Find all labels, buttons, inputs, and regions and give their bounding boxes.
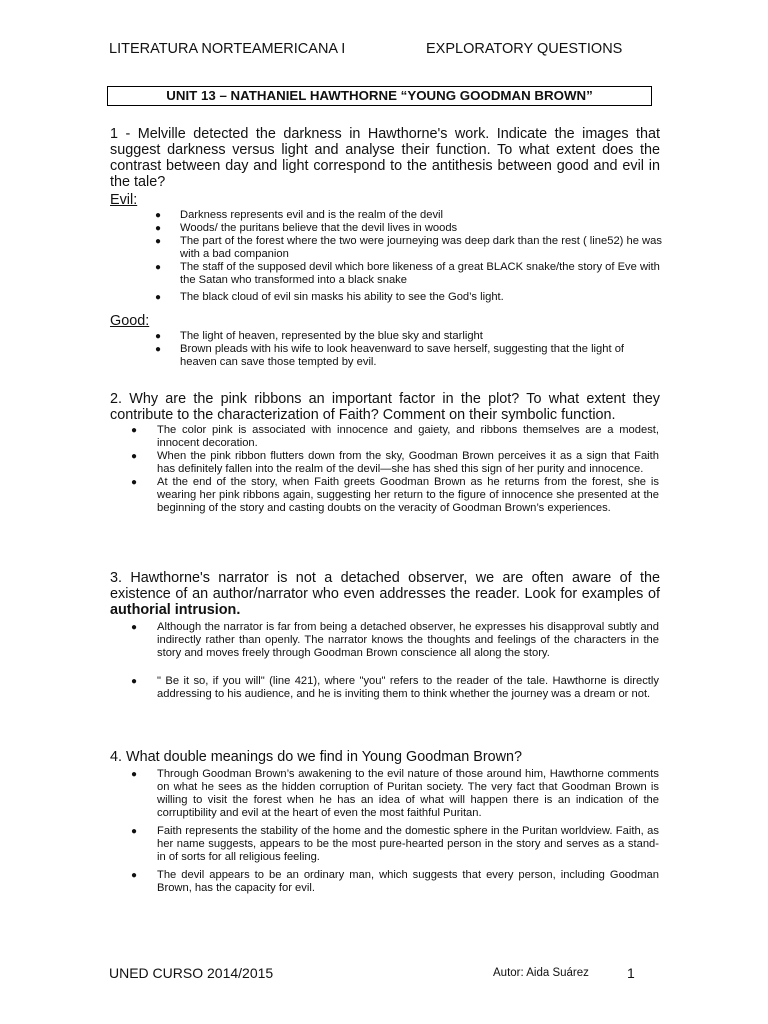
- list-item: ● The part of the forest where the two were journeying was deep dark than the rest ( line52) he was with a bad companion: [155, 235, 662, 260]
- list-item: ● Faith represents the stability of the home and the domestic sphere in the Puritan worldview. Faith, as her name suggests, appears to be the most pure-hearted person in the story and serves as a stand-in of sorts for all religious feeling.: [131, 825, 659, 863]
- list-item: ● The staff of the supposed devil which bore likeness of a great BLACK snake/the story of Eve with the Satan who transformed into a black snake: [155, 261, 660, 286]
- list-item: ● The black cloud of evil sin masks his ability to see the God’s light.: [155, 291, 504, 303]
- good-label: Good:: [110, 313, 150, 329]
- list-item: ● " Be it so, if you will" (line 421), where "you" refers to the reader of the tale. Hawthorne is directly addressing to his audience, and he is inviting them to think whether the journey was a dream or not.: [131, 675, 659, 700]
- list-item: ● Brown pleads with his wife to look heavenward to save herself, suggesting that the light of heaven can save those tempted by evil.: [155, 343, 625, 368]
- list-item: ● When the pink ribbon flutters down from the sky, Goodman Brown perceives it as a sign that Faith has definitely fallen into the realm of the devil—she has shed this sign of her purity and innocence.: [131, 450, 659, 475]
- question-4: 4. What double meanings do we find in Young Goodman Brown?: [110, 749, 523, 765]
- evil-label: Evil:: [110, 192, 138, 208]
- header-right: EXPLORATORY QUESTIONS: [426, 41, 623, 57]
- list-item: ● At the end of the story, when Faith greets Goodman Brown as he returns from the forest, she is wearing her pink ribbons again, suggesting her return to the figure of innocence she presented at the beginning of the story and casting doubts on the veracity of Goodman Brown’s experiences.: [131, 476, 659, 514]
- q4-list: [131, 768, 659, 895]
- q2-list: [131, 424, 659, 515]
- q3-list: [131, 621, 659, 701]
- question-1: 1 - Melville detected the darkness in Hawthorne's work. Indicate the images that suggest darkness versus light and analyse their function. To what extent does the contrast between day and light correspond to the antithesis between good and evil in the tale?: [110, 126, 660, 190]
- list-item: ● Although the narrator is far from being a detached observer, he expresses his disapproval subtly and indirectly rather than openly. The narrator knows the thoughts and feelings of the characters in the story and moves freely through Goodman Brown conscience all along the story.: [131, 621, 659, 659]
- list-item: ● The devil appears to be an ordinary man, which suggests that every person, including Goodman Brown, has the capacity for evil.: [131, 869, 659, 894]
- question-2: 2. Why are the pink ribbons an important factor in the plot? To what extent they contribute to the characterization of Faith? Comment on their symbolic function.: [110, 391, 660, 423]
- unit-title: UNIT 13 – NATHANIEL HAWTHORNE “YOUNG GOODMAN BROWN”: [107, 86, 652, 106]
- footer-course: UNED CURSO 2014/2015: [109, 965, 274, 981]
- list-item: ● The color pink is associated with innocence and gaiety, and ribbons themselves are a modest, innocent decoration.: [131, 424, 659, 449]
- page-number: 1: [627, 965, 635, 981]
- list-item: ● The light of heaven, represented by the blue sky and starlight: [155, 330, 483, 342]
- question-3: 3. Hawthorne's narrator is not a detached observer, we are often aware of the existence of an author/narrator who even addresses the reader. Look for examples of authorial intrusion.: [110, 570, 660, 618]
- list-item: ● Through Goodman Brown’s awakening to the evil nature of those around him, Hawthorne comments on what he sees as the hidden corruption of Puritan society. The very fact that Goodman Brown is willing to visit the forest when he has an idea of what will happen there is an indication of the corruptibility and evil at the heart of even the most faithful Puritan.: [131, 768, 659, 819]
- list-item: ● Darkness represents evil and is the realm of the devil: [155, 209, 444, 221]
- footer-author: Autor: Aida Suárez: [493, 967, 589, 979]
- header-left: LITERATURA NORTEAMERICANA I: [109, 41, 346, 57]
- list-item: ● Woods/ the puritans believe that the devil lives in woods: [155, 222, 458, 234]
- evil-list: [155, 209, 662, 304]
- good-list: [155, 330, 662, 369]
- authorial-intrusion-bold: authorial intrusion.: [110, 602, 241, 618]
